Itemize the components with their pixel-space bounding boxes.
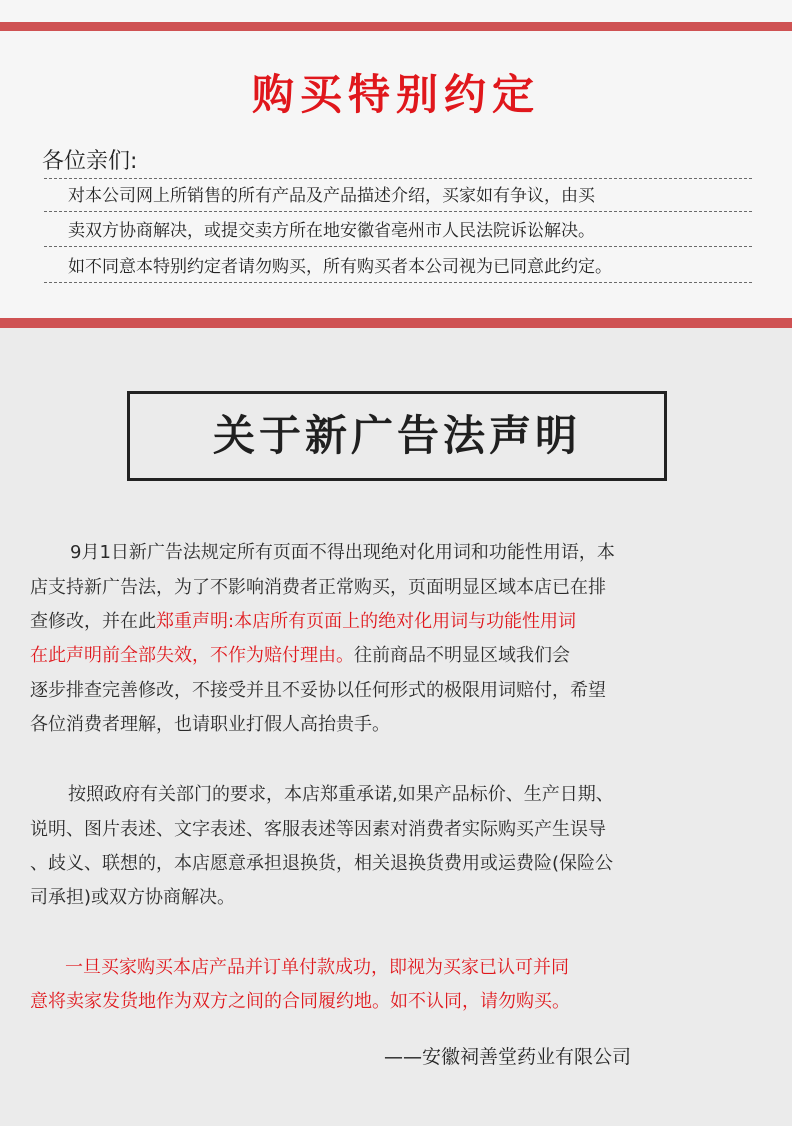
bottom-red-bar [0,318,792,328]
ad-law-title: 关于新广告法声明 [212,411,581,460]
para1-line-5: 逐步排查完善修改，不接受并且不妥协以任何形式的极限用词赔付，希望 [30,680,606,701]
para1-line-3-red: 郑重声明:本店所有页面上的绝对化用词与功能性用词 [156,611,577,632]
para1-line-6: 各位消费者理解，也请职业打假人高抬贵手。 [30,714,390,735]
para1-line-2: 店支持新广告法，为了不影响消费者正常购买，页面明显区域本店已在排 [30,577,606,598]
top-red-bar [0,22,792,31]
greeting: 各位亲们: [42,149,138,174]
para2-line-4: 司承担)或双方协商解决。 [30,887,236,908]
para1-line-3-normal: 查修改，并在此 [30,611,156,632]
notice-line-2: 卖双方协商解决，或提交卖方所在地安徽省亳州市人民法院诉讼解决。 [68,221,595,241]
para1-line-4 [30,641,570,667]
purchase-agreement-section [0,0,792,328]
company-signature: ——安徽祠善堂药业有限公司 [384,1046,632,1068]
para1-line-4-red: 在此声明前全部失效，不作为赔付理由。 [30,645,354,666]
divider [44,178,752,179]
para1-line-4-normal: 往前商品不明显区域我们会 [354,645,570,666]
divider [44,211,752,212]
para3-line-2: 意将卖家发货地作为双方之间的合同履约地。如不认同，请勿购买。 [30,991,570,1012]
divider [44,282,752,283]
para1-line-1: 9月1日新广告法规定所有页面不得出现绝对化用词和功能性用语，本 [70,542,615,563]
notice-line-3: 如不同意本特别约定者请勿购买，所有购买者本公司视为已同意此约定。 [68,257,612,277]
ad-law-title-box [127,391,667,481]
para3-line-1: 一旦买家购买本店产品并订单付款成功，即视为买家已认可并同 [65,957,569,978]
notice-line-1: 对本公司网上所销售的所有产品及产品描述介绍，买家如有争议，由买 [68,186,595,206]
para2-line-2: 说明、图片表述、文字表述、客服表述等因素对消费者实际购买产生误导 [30,819,606,840]
divider [44,246,752,247]
para1-line-3 [30,607,576,633]
purchase-title: 购买特别约定 [251,70,540,119]
para2-line-3: 、歧义、联想的，本店愿意承担退换货，相关退换货费用或运费险(保险公 [30,853,614,874]
para2-line-1: 按照政府有关部门的要求，本店郑重承诺,如果产品标价、生产日期、 [68,784,614,805]
